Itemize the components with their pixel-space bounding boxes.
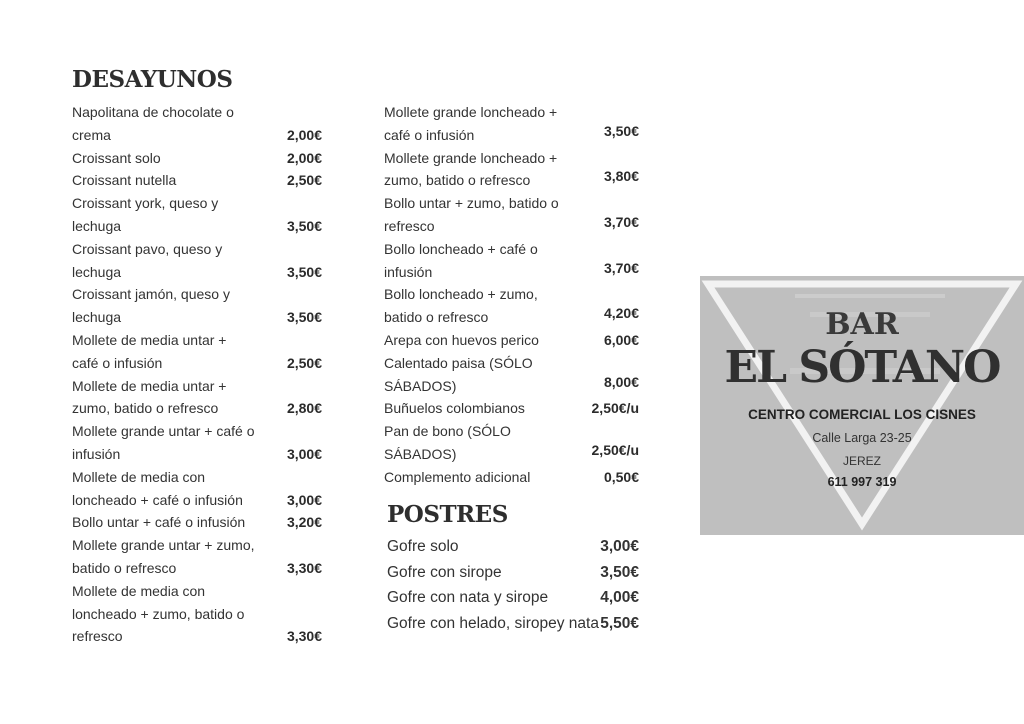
menu-item: [72, 329, 322, 375]
menu-item: [72, 511, 322, 534]
menu-item-name: Bollo untar + zumo, batido o: [384, 195, 559, 212]
menu-item-name: y nata: [556, 614, 599, 632]
menu-item-name: Mollete grande loncheado +: [384, 149, 558, 166]
logo-bar-text: BAR: [825, 307, 899, 342]
menu-item-name: Croissant nutella: [72, 172, 177, 189]
menu-item: [384, 352, 639, 398]
menu-item-name: Mollete de media con: [72, 582, 206, 599]
menu-item-name: loncheado + zumo, batido o: [72, 605, 245, 622]
menu-item: [72, 283, 322, 329]
bar-logo: [700, 276, 1024, 535]
menu-item: [387, 585, 639, 611]
menu-item: [72, 466, 322, 512]
menu-item-name: Mollete de media untar +: [72, 331, 227, 348]
desayunos-heading: DESAYUNOS: [72, 66, 233, 93]
menu-item-price: 2,00€: [286, 149, 322, 166]
logo-name: EL SÓTANO: [724, 342, 1000, 393]
menu-item-name: SÁBADOS): [384, 377, 457, 394]
menu-item-name: lechuga: [72, 309, 122, 326]
menu-item-name: Croissant york, queso y: [72, 195, 219, 212]
menu-item-price: 3,50€: [603, 122, 639, 139]
menu-item-name: Mollete grande untar + café o: [72, 423, 255, 440]
menu-item: [72, 169, 322, 192]
menu-item-name: infusión: [384, 263, 433, 280]
menu-item: [72, 238, 322, 284]
menu-item-name: café o infusión: [384, 126, 475, 143]
menu-item: [384, 147, 639, 193]
postres-heading: POSTRES: [387, 501, 508, 528]
menu-item-name: zumo, batido o refresco: [72, 400, 219, 417]
menu-item-name: batido o refresco: [72, 559, 177, 576]
menu-item-price: 4,00€: [600, 589, 639, 606]
menu-item-price: 2,00€: [286, 126, 322, 143]
menu-item-name: Calentado paisa (SÓLO: [384, 354, 533, 371]
menu-item-price: 3,50€: [286, 263, 322, 280]
menu-item-name: infusión: [72, 445, 121, 462]
menu-item: [72, 375, 322, 421]
menu-item-name: Mollete grande loncheado +: [384, 104, 558, 120]
desayunos-right-column: [384, 101, 639, 489]
menu-item-price: 2,80€: [286, 400, 322, 417]
menu-item-price: 3,30€: [286, 628, 322, 645]
menu-item-name: Gofre con nata y sirope: [387, 589, 549, 606]
menu-item-price: 3,50€: [600, 563, 639, 581]
menu-item-name: Arepa con huevos perico: [384, 331, 539, 348]
menu-item: [384, 466, 639, 489]
menu-item-name: batido o refresco: [384, 309, 489, 326]
menu-item-name: SÁBADOS): [384, 445, 457, 462]
menu-item-name: lechuga: [72, 217, 122, 234]
menu-item-name: Gofre con sirope: [387, 563, 502, 581]
menu-item-price: 3,00€: [600, 538, 639, 555]
menu-item-name: Mollete de media con: [72, 468, 206, 485]
menu-item-price: 2,50€: [286, 172, 322, 189]
menu-item-price: 2,50€/u: [591, 400, 639, 417]
menu-item: [384, 192, 639, 238]
logo-street: Calle Larga 23-25: [812, 431, 912, 445]
menu-item-price: 2,50€: [286, 354, 322, 371]
menu-item: [384, 238, 639, 284]
menu-item-price: 8,00€: [603, 373, 639, 390]
menu-item-name: refresco: [384, 217, 435, 234]
postres-list: [387, 534, 639, 636]
menu-item-name: zumo, batido o refresco: [384, 172, 531, 189]
menu-item-price: 3,70€: [603, 213, 639, 230]
menu-item-price: 2,50€/u: [591, 441, 639, 458]
menu-item-price: 3,70€: [603, 259, 639, 276]
menu-item: [72, 534, 322, 580]
menu-item-name: Gofre con helado, sirope: [387, 614, 557, 632]
menu-item: [72, 580, 322, 648]
menu-item-price: 3,50€: [286, 309, 322, 326]
menu-item-price: 3,80€: [603, 168, 639, 185]
menu-item-name: Croissant jamón, queso y: [72, 286, 230, 303]
menu-item-name: Bollo loncheado + zumo,: [384, 286, 538, 303]
menu-item-name: lechuga: [72, 263, 122, 280]
menu-item-price: 3,50€: [286, 217, 322, 234]
menu-item: [387, 534, 639, 560]
menu-item-price: 0,50€: [603, 468, 639, 485]
menu-item: [72, 101, 322, 147]
menu-item-price: 5,50€: [600, 614, 639, 632]
menu-item: [384, 283, 639, 329]
menu-item-name: Bollo untar + café o infusión: [72, 514, 246, 531]
menu-item: [72, 420, 322, 466]
menu-item-price: 3,30€: [286, 559, 322, 576]
menu-item: [387, 611, 639, 637]
menu-item: [384, 101, 639, 147]
menu-item-price: 3,00€: [286, 445, 322, 462]
menu-item-price: 3,20€: [286, 514, 322, 531]
menu-item-name: Mollete grande untar + zumo,: [72, 537, 255, 554]
menu-item: [387, 560, 639, 586]
menu-item-name: loncheado + café o infusión: [72, 491, 243, 508]
menu-item-name: Pan de bono (SÓLO: [384, 423, 511, 440]
menu-item: [72, 192, 322, 238]
menu-item-price: 4,20€: [603, 305, 639, 322]
menu-item-name: Mollete de media untar +: [72, 377, 227, 394]
logo-phone: 611 997 319: [827, 475, 897, 489]
menu-item-price: 3,00€: [286, 491, 322, 508]
menu-item-name: Buñuelos colombianos: [384, 400, 525, 417]
menu-item-price: 6,00€: [603, 331, 639, 348]
desayunos-left-column: [72, 101, 322, 648]
menu-item-name: café o infusión: [72, 354, 163, 371]
menu-item-name: Croissant solo: [72, 149, 161, 166]
menu-item: [384, 329, 639, 352]
logo-city: JEREZ: [842, 454, 881, 468]
logo-venue: CENTRO COMERCIAL LOS CISNES: [748, 407, 976, 422]
menu-item-name: Bollo loncheado + café o: [384, 240, 538, 257]
menu-item-name: crema: [72, 126, 111, 143]
menu-item-name: Gofre solo: [387, 538, 459, 555]
menu-item-name: Complemento adicional: [384, 468, 531, 485]
menu-item-name: Napolitana de chocolate o: [72, 104, 234, 120]
menu-item-name: refresco: [72, 628, 123, 645]
menu-item: [384, 420, 639, 466]
menu-item: [72, 147, 322, 170]
menu-item: [384, 397, 639, 420]
menu-item-name: Croissant pavo, queso y: [72, 240, 223, 257]
